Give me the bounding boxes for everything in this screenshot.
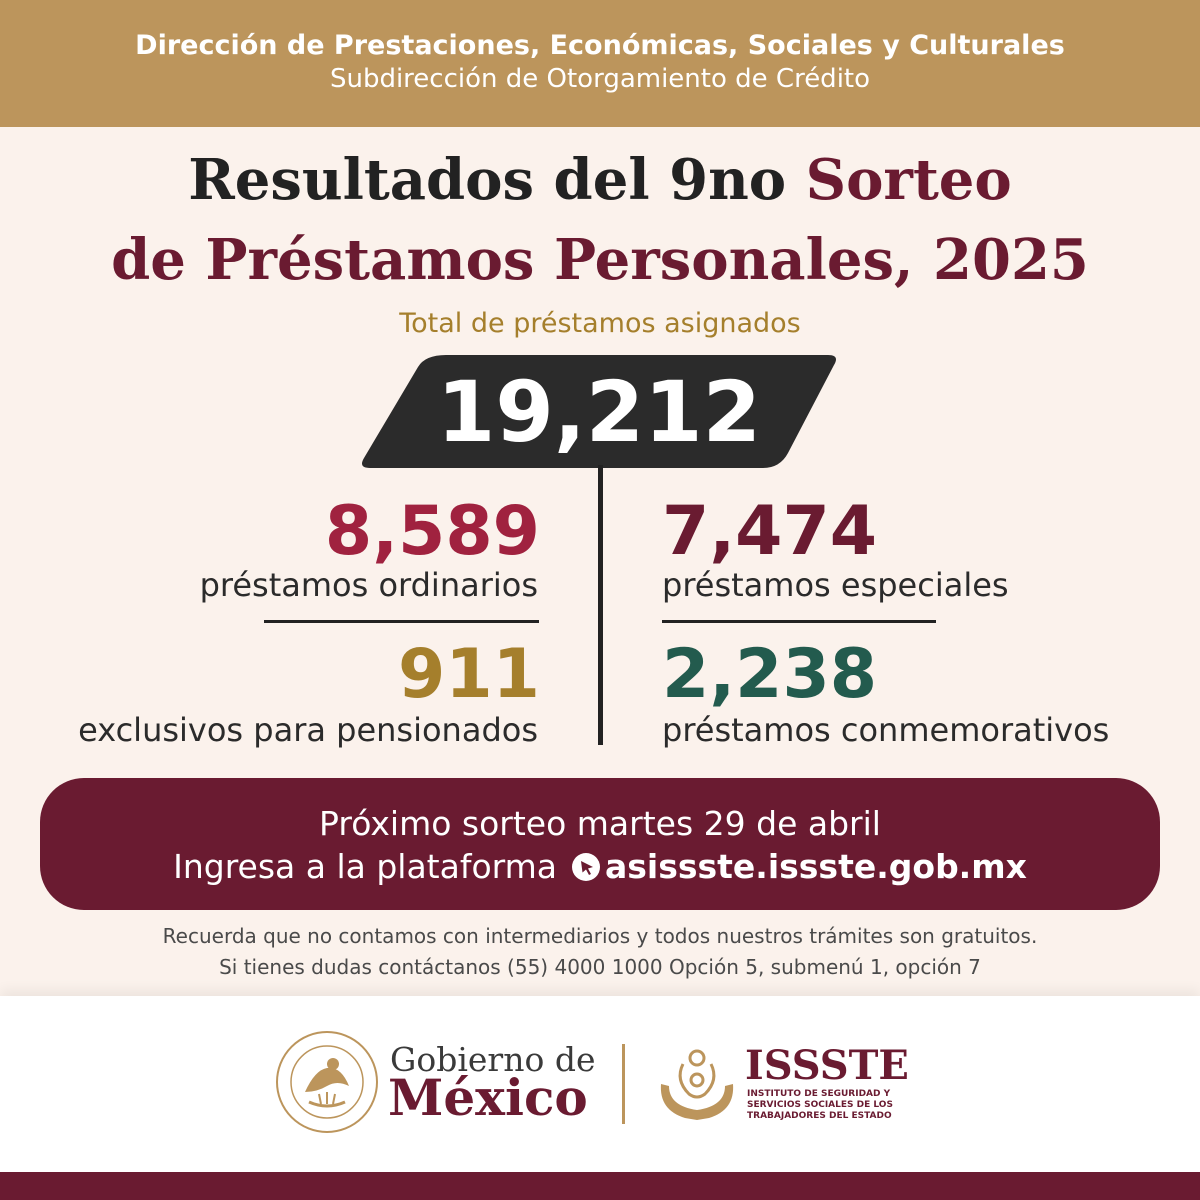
conmemorativos-label: préstamos conmemorativos [662,711,1110,749]
title-line1 [0,145,1200,215]
contact-line: Si tienes dudas contáctanos (55) 4000 1000 Opción 5, submenú 1, opción 7 [219,955,981,979]
title-part3: de Préstamos Personales [111,227,895,293]
total-value: 19,212 [436,363,762,461]
title-part2: Sorteo [805,147,1012,213]
next-draw-banner [40,778,1160,910]
gobierno-text: Gobierno de [390,1040,596,1079]
right-divider [662,620,936,623]
header-line1: Dirección de Prestaciones, Económicas, Sociales y Culturales [135,30,1065,61]
header-line2: Subdirección de Otorgamiento de Crédito [329,64,871,94]
platform-prefix: Ingresa a la plataforma [173,847,557,886]
disclaimer-line1: Recuerda que no contamos con intermediarios y todos nuestros trámites son gratuitos. [162,924,1038,948]
mexico-seal-icon [275,1030,379,1134]
pensionados-value: 911 [398,635,540,714]
bottom-bar [0,1172,1200,1200]
ordinarios-label: préstamos ordinarios [199,566,538,604]
conmemorativos-value: 2,238 [662,635,878,714]
especiales-value: 7,474 [662,492,878,571]
subtitle: Total de préstamos asignados [399,308,801,339]
next-draw-text: Próximo sorteo martes 29 de abril [319,804,881,843]
cursor-click-icon [571,852,601,882]
left-divider [264,620,539,623]
platform-line [40,846,1160,888]
issste-logo-icon [655,1040,739,1124]
ordinarios-value: 8,589 [324,492,540,571]
title-part4: , 2025 [894,227,1089,293]
vertical-divider [598,465,603,745]
issste-description: INSTITUTO DE SEGURIDAD Y SERVICIOS SOCIALES DE LOS TRABAJADORES DEL ESTADO [747,1089,893,1121]
logo-separator [622,1044,625,1124]
pensionados-label: exclusivos para pensionados [78,711,538,749]
title-line2 [0,225,1200,295]
issste-name: ISSSTE [745,1042,909,1089]
header-bar [0,0,1200,127]
platform-website-link[interactable]: asissste.issste.gob.mx [605,847,1027,886]
mexico-text: México [388,1068,588,1127]
title-part1: Resultados del 9no [188,147,806,213]
footer [0,996,1200,1172]
especiales-label: préstamos especiales [662,566,1009,604]
